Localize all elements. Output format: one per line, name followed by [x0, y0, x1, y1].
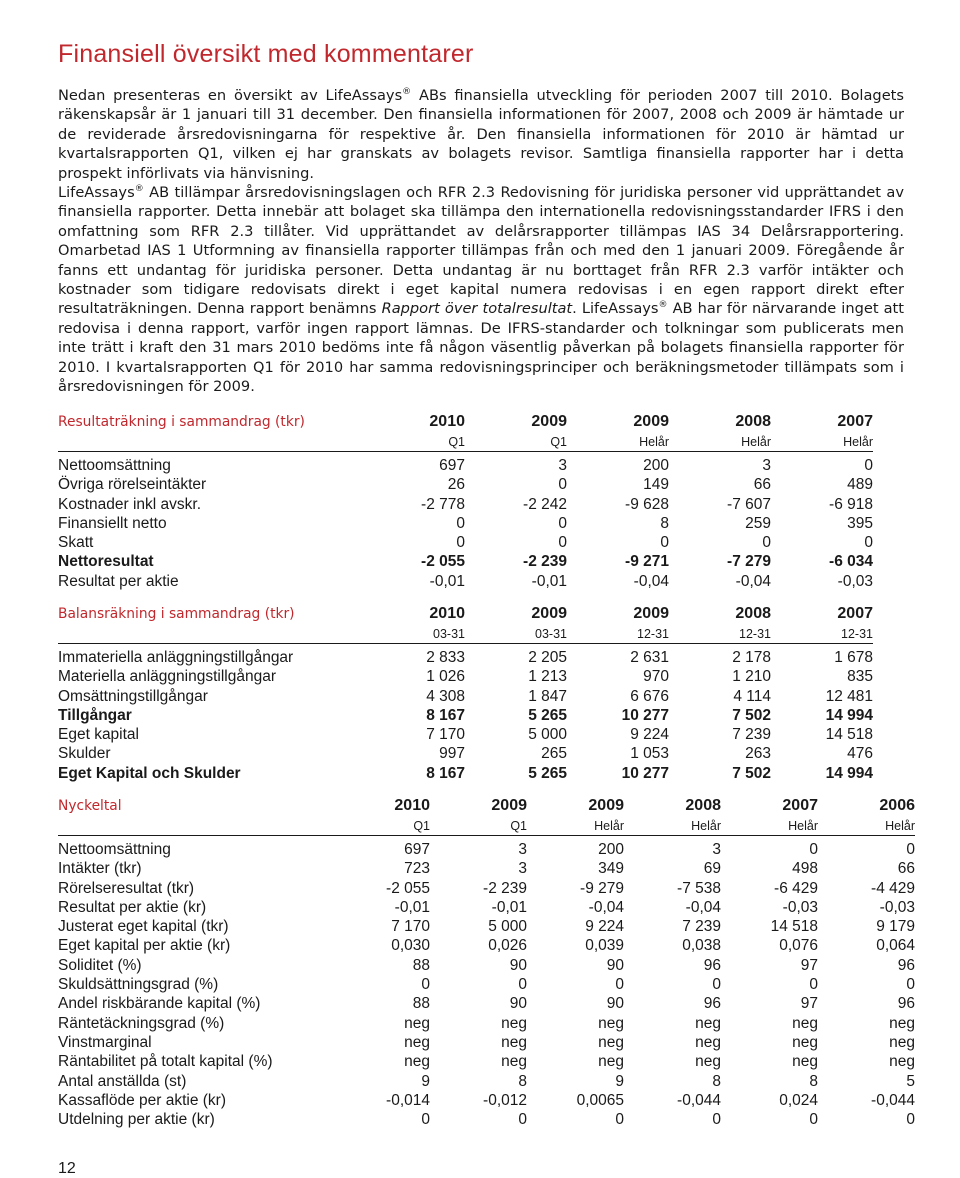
row-value: neg	[792, 1014, 818, 1032]
row-value: neg	[501, 1033, 527, 1051]
row-value: neg	[501, 1053, 527, 1071]
period-header: Helår	[527, 818, 624, 836]
period-header: Helår	[818, 818, 915, 836]
row-value: 0	[712, 1111, 721, 1129]
table-header-row	[58, 410, 873, 434]
row-value: 0,038	[682, 937, 721, 955]
row-value: 5 265	[528, 706, 567, 724]
row-value: 3	[518, 841, 527, 858]
row-value: neg	[501, 1014, 527, 1032]
period-header: Helår	[567, 434, 669, 452]
income-statement-body	[58, 410, 873, 591]
row-value: -2 055	[386, 879, 430, 897]
row-value: 0,076	[779, 937, 818, 955]
row-value: -0,01	[531, 572, 567, 590]
table-row	[58, 1033, 915, 1052]
row-value: -7 279	[727, 553, 771, 571]
row-value: -2 778	[421, 495, 465, 513]
table-row	[58, 917, 915, 936]
row-value: 8	[660, 514, 669, 532]
row-label: Resultat per aktie (kr)	[58, 898, 207, 916]
row-label: Räntetäckningsgrad (%)	[58, 1014, 225, 1032]
row-value: 835	[847, 668, 873, 686]
table-row	[58, 994, 915, 1013]
row-value: 7 170	[391, 918, 430, 936]
row-label: Rörelseresultat (tkr)	[58, 879, 195, 897]
row-value: -9 271	[625, 553, 669, 571]
row-value: 8	[809, 1072, 818, 1090]
row-value: -0,01	[394, 898, 430, 916]
row-label: Materiella anläggningstillgångar	[58, 668, 276, 686]
row-value: 697	[439, 457, 465, 474]
table-row	[58, 495, 873, 514]
row-value: neg	[598, 1053, 624, 1071]
period-header: 12-31	[567, 626, 669, 644]
row-value: -0,04	[588, 898, 624, 916]
table-row	[58, 533, 873, 552]
row-value: 0	[809, 1111, 818, 1129]
row-value: 96	[897, 995, 915, 1013]
row-value: 5 265	[528, 764, 567, 782]
table-row	[58, 706, 873, 725]
row-label: Tillgångar	[58, 706, 132, 724]
row-value: -6 034	[829, 553, 873, 571]
row-value: 96	[703, 995, 721, 1013]
year-header: 2009	[588, 797, 624, 814]
row-value: 0	[558, 514, 567, 532]
row-value: 0	[558, 476, 567, 494]
row-value: neg	[792, 1033, 818, 1051]
row-label: Antal anställda (st)	[58, 1072, 187, 1090]
row-label: Nettoomsättning	[58, 841, 171, 858]
row-value: 12 481	[825, 687, 873, 705]
row-value: -0,03	[837, 572, 873, 590]
row-value: 97	[800, 995, 818, 1013]
row-value: 0	[864, 457, 873, 474]
period-header: 03-31	[465, 626, 567, 644]
row-label: Finansiellt netto	[58, 514, 167, 532]
row-value: 1 213	[528, 668, 567, 686]
row-value: 0,026	[488, 937, 527, 955]
table-row	[58, 840, 915, 859]
row-value: neg	[695, 1053, 721, 1071]
intro-text	[58, 86, 904, 397]
row-value: -0,01	[491, 898, 527, 916]
row-value: 1 210	[732, 668, 771, 686]
row-value: 7 502	[732, 706, 771, 724]
row-value: neg	[792, 1053, 818, 1071]
row-value: 69	[703, 860, 721, 878]
period-header: Helår	[624, 818, 721, 836]
row-value: 10 277	[621, 706, 669, 724]
row-label: Skatt	[58, 534, 94, 552]
row-value: 3	[518, 860, 527, 878]
row-value: 0,030	[391, 937, 430, 955]
table-period-row	[58, 626, 873, 644]
row-value: 0	[558, 534, 567, 552]
row-value: 9 224	[630, 726, 669, 744]
row-value: -0,044	[677, 1091, 721, 1109]
table-period-row	[58, 818, 915, 836]
period-header: Helår	[669, 434, 771, 452]
table-row	[58, 572, 873, 591]
row-value: neg	[598, 1014, 624, 1032]
page-number: 12	[58, 1160, 76, 1177]
table-row	[58, 879, 915, 898]
row-value: 2 631	[630, 649, 669, 666]
row-value: 3	[762, 457, 771, 474]
row-value: 9	[615, 1072, 624, 1090]
row-value: 9 179	[876, 918, 915, 936]
row-label: Omsättningstillgångar	[58, 687, 208, 705]
row-label: Eget kapital	[58, 726, 139, 744]
row-value: -9 279	[580, 879, 624, 897]
year-header: 2007	[837, 413, 873, 430]
row-value: neg	[889, 1014, 915, 1032]
table-row	[58, 936, 915, 955]
row-label: Kassaflöde per aktie (kr)	[58, 1091, 226, 1109]
row-value: 96	[897, 956, 915, 974]
row-value: 2 833	[426, 649, 465, 666]
period-spacer	[58, 626, 363, 644]
row-value: 4 114	[733, 687, 771, 705]
row-value: 0	[518, 976, 527, 994]
row-value: 7 502	[732, 764, 771, 782]
period-spacer	[58, 818, 333, 836]
row-value: 90	[606, 995, 624, 1013]
row-value: -0,03	[782, 898, 818, 916]
row-value: 489	[847, 476, 873, 494]
row-value: 5	[906, 1072, 915, 1090]
row-label: Skulder	[58, 745, 111, 763]
table-title: Balansräkning i sammandrag (tkr)	[58, 606, 295, 622]
row-value: -0,03	[879, 898, 915, 916]
row-label: Övriga rörelseintäkter	[58, 476, 207, 494]
row-value: 26	[447, 476, 465, 494]
row-value: neg	[404, 1014, 430, 1032]
row-value: 2 178	[732, 649, 771, 666]
row-value: 997	[439, 745, 465, 763]
balance-sheet-table	[58, 602, 873, 783]
table-row	[58, 859, 915, 878]
row-value: 265	[541, 745, 567, 763]
row-value: 2 205	[528, 649, 567, 666]
row-value: 90	[606, 956, 624, 974]
row-value: -0,04	[633, 572, 669, 590]
row-value: 498	[792, 860, 818, 878]
row-value: 1 026	[426, 668, 465, 686]
year-header: 2009	[633, 413, 669, 430]
row-value: 0	[712, 976, 721, 994]
row-value: -0,012	[483, 1091, 527, 1109]
row-value: 970	[643, 668, 669, 686]
table-title: Resultaträkning i sammandrag (tkr)	[58, 414, 305, 430]
row-value: 14 994	[825, 764, 873, 782]
year-header: 2010	[394, 797, 430, 814]
key-figures-body	[58, 794, 915, 1129]
period-header: Q1	[333, 818, 430, 836]
row-value: 14 994	[825, 706, 873, 724]
row-value: 263	[745, 745, 771, 763]
row-label: Andel riskbärande kapital (%)	[58, 995, 261, 1013]
row-value: 9 224	[585, 918, 624, 936]
row-value: 88	[412, 956, 430, 974]
row-value: neg	[695, 1014, 721, 1032]
year-header: 2008	[685, 797, 721, 814]
row-value: 8	[518, 1072, 527, 1090]
row-value: -2 239	[523, 553, 567, 571]
row-value: 349	[598, 860, 624, 878]
row-value: 0,064	[876, 937, 915, 955]
row-value: 7 170	[426, 726, 465, 744]
period-header: 12-31	[669, 626, 771, 644]
row-label: Eget kapital per aktie (kr)	[58, 937, 231, 955]
period-header: Q1	[363, 434, 465, 452]
row-value: 200	[598, 841, 624, 858]
row-value: 395	[847, 514, 873, 532]
row-value: neg	[404, 1033, 430, 1051]
table-header-row	[58, 602, 873, 626]
row-label: Justerat eget kapital (tkr)	[58, 918, 229, 936]
table-row	[58, 956, 915, 975]
row-value: 8	[712, 1072, 721, 1090]
row-value: 697	[404, 841, 430, 858]
row-value: -2 055	[421, 553, 465, 571]
row-value: neg	[695, 1033, 721, 1051]
table-row	[58, 475, 873, 494]
row-value: 66	[753, 476, 771, 494]
row-value: -2 242	[523, 495, 567, 513]
row-label: Immateriella anläggningstillgångar	[58, 649, 294, 666]
row-label: Nettoomsättning	[58, 457, 171, 474]
row-value: -0,014	[386, 1091, 430, 1109]
row-value: 0,024	[779, 1091, 818, 1109]
row-value: 0	[762, 534, 771, 552]
registered-mark: ®	[402, 87, 412, 98]
year-header: 2007	[837, 605, 873, 622]
row-value: 1 678	[834, 649, 873, 666]
year-header: 2008	[735, 605, 771, 622]
row-value: 14 518	[825, 726, 873, 744]
period-header: 03-31	[363, 626, 465, 644]
row-value: -9 628	[625, 495, 669, 513]
row-value: 0	[906, 841, 915, 858]
row-label: Skuldsättningsgrad (%)	[58, 976, 219, 994]
year-header: 2009	[633, 605, 669, 622]
period-header: Helår	[721, 818, 818, 836]
table-title: Nyckeltal	[58, 798, 122, 814]
row-value: 0	[421, 976, 430, 994]
row-value: 3	[712, 841, 721, 858]
table-row	[58, 725, 873, 744]
period-header: Q1	[430, 818, 527, 836]
period-spacer	[58, 434, 363, 452]
table-period-row	[58, 434, 873, 452]
row-value: 0	[518, 1111, 527, 1129]
row-value: 14 518	[770, 918, 818, 936]
row-label: Räntabilitet på totalt kapital (%)	[58, 1053, 273, 1071]
table-row	[58, 744, 873, 763]
row-value: 1 847	[528, 687, 567, 705]
row-value: 96	[703, 956, 721, 974]
row-value: -6 918	[829, 495, 873, 513]
row-value: 0	[660, 534, 669, 552]
row-value: neg	[404, 1053, 430, 1071]
row-value: -7 607	[727, 495, 771, 513]
income-statement-table	[58, 410, 873, 591]
table-row	[58, 764, 873, 783]
row-value: -2 239	[483, 879, 527, 897]
period-header: Q1	[465, 434, 567, 452]
table-row	[58, 667, 873, 686]
table-row	[58, 456, 873, 475]
table-row	[58, 1091, 915, 1110]
period-header: 12-31	[771, 626, 873, 644]
row-value: 0	[864, 534, 873, 552]
table-row	[58, 1014, 915, 1033]
row-value: 4 308	[426, 687, 465, 705]
table-row	[58, 648, 873, 667]
row-value: 0	[809, 841, 818, 858]
table-row	[58, 975, 915, 994]
row-value: 200	[643, 457, 669, 474]
row-value: -0,04	[685, 898, 721, 916]
year-header: 2009	[531, 413, 567, 430]
row-label: Soliditet (%)	[58, 956, 142, 974]
intro-paragraph-1: Nedan presenteras en översikt av LifeAssays® ABs finansiella utveckling för perioden 2007 till 2010. Bolagets räkenskapsår är 1 januari till 31 december. Den finansiella informationen för 2007, 2008 och 2009 är hämtade ur de reviderade årsredovisningarna för respektive år. Den finansiella informationen för 2010 är hämtad ur kvartalsrapporten Q1, vilken ej har granskats av bolagets revisor. Samtliga finansiella rapporter har i detta prospekt införlivats via hänvisning.	[58, 87, 904, 182]
row-value: 90	[509, 956, 527, 974]
intro-paragraph-2: LifeAssays® AB tillämpar årsredovisningslagen och RFR 2.3 Redovisning för juridiska personer vid upprättandet av finansiella rapporter. Detta innebär att bolaget ska tillämpa den internationella redovisningsstandarder IFRS i den omfattning som RFR 2.3 tillåter. Vid upprättandet av delårsrapporter tillämpas IAS 34 Delårsrapportering. Omarbetad IAS 1 Utformning av finansiella rapporter tillämpas från och med den 1 januari 2009. Föregående år fanns ett undantag för juridiska personer. Detta undantag är nu borttaget från RFR 2.3 varför intäkter och kostnader som tidigare redovisats direkt i eget kapital numera redovisas i en egen rapport direkt efter resultaträkningen. Denna rapport benämns Rapport över totalresultat. LifeAssays® AB har för närvarande inget att redovisa i denna rapport, varför ingen rapport lämnas. De IFRS-standarder och tolkningar som publicerats men inte trätt i kraft den 31 mars 2010 bedöms inte få någon väsentlig påverkan på bolagets finansiella rapporter för 2010. I kvartalsrapporten Q1 för 2010 har samma redovisningsprinciper och beräkningsmetoder tillämpats som i årsredovisningen för 2009.	[58, 184, 904, 396]
row-value: 259	[745, 514, 771, 532]
row-label: Nettoresultat	[58, 553, 154, 571]
row-value: -6 429	[774, 879, 818, 897]
row-value: 10 277	[621, 764, 669, 782]
balance-sheet-body	[58, 602, 873, 783]
year-header: 2007	[782, 797, 818, 814]
row-value: 7 239	[732, 726, 771, 744]
table-row	[58, 1072, 915, 1091]
row-value: 0	[615, 1111, 624, 1129]
row-value: -4 429	[871, 879, 915, 897]
row-value: 3	[558, 457, 567, 474]
table-row	[58, 552, 873, 571]
row-value: 0,039	[585, 937, 624, 955]
row-label: Utdelning per aktie (kr)	[58, 1111, 215, 1129]
table-row	[58, 1110, 915, 1129]
row-value: 0	[456, 534, 465, 552]
year-header: 2009	[491, 797, 527, 814]
row-value: neg	[598, 1033, 624, 1051]
period-header: Helår	[771, 434, 873, 452]
row-value: 97	[800, 956, 818, 974]
report-name: Rapport över totalresultat	[381, 300, 573, 318]
registered-mark: ®	[658, 300, 668, 311]
row-label: Resultat per aktie	[58, 572, 179, 590]
year-header: 2009	[531, 605, 567, 622]
row-value: 0	[615, 976, 624, 994]
row-value: 0	[906, 1111, 915, 1129]
row-label: Intäkter (tkr)	[58, 860, 142, 878]
row-value: 1 053	[630, 745, 669, 763]
row-value: 90	[509, 995, 527, 1013]
row-value: 8 167	[426, 764, 465, 782]
row-label: Kostnader inkl avskr.	[58, 495, 202, 513]
row-value: 7 239	[682, 918, 721, 936]
row-value: neg	[889, 1033, 915, 1051]
row-value: -0,01	[429, 572, 465, 590]
year-header: 2006	[879, 797, 915, 814]
row-value: 6 676	[630, 687, 669, 705]
row-value: 0	[456, 514, 465, 532]
table-header-row	[58, 794, 915, 818]
row-value: 8 167	[426, 706, 465, 724]
row-value: 0,0065	[576, 1091, 624, 1109]
page-title: Finansiell översikt med kommentarer	[58, 40, 474, 68]
row-value: 66	[897, 860, 915, 878]
row-value: 0	[421, 1111, 430, 1129]
row-value: 9	[421, 1072, 430, 1090]
row-value: 0	[906, 976, 915, 994]
row-value: 0	[809, 976, 818, 994]
row-value: 5 000	[528, 726, 567, 744]
row-value: -0,04	[735, 572, 771, 590]
year-header: 2010	[429, 413, 465, 430]
row-label: Vinstmarginal	[58, 1033, 152, 1051]
row-value: 5 000	[488, 918, 527, 936]
table-row	[58, 687, 873, 706]
registered-mark: ®	[134, 184, 144, 195]
row-value: 476	[847, 745, 873, 763]
row-value: -7 538	[677, 879, 721, 897]
row-value: neg	[889, 1053, 915, 1071]
key-figures-table	[58, 794, 915, 1129]
table-row	[58, 514, 873, 533]
year-header: 2010	[429, 605, 465, 622]
row-label: Eget Kapital och Skulder	[58, 764, 241, 782]
row-value: 723	[404, 860, 430, 878]
table-row	[58, 1052, 915, 1071]
row-value: -0,044	[871, 1091, 915, 1109]
row-value: 88	[412, 995, 430, 1013]
table-row	[58, 898, 915, 917]
row-value: 149	[643, 476, 669, 494]
year-header: 2008	[735, 413, 771, 430]
